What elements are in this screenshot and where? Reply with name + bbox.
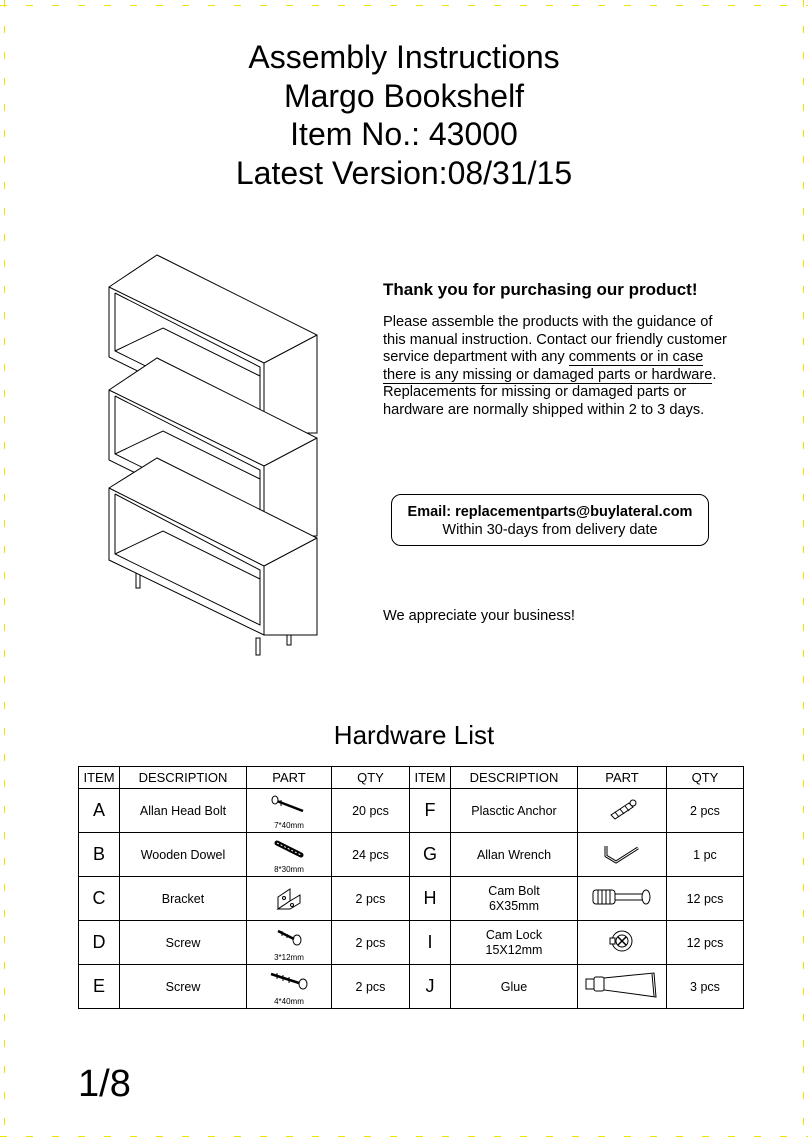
bookshelf-illustration [100,250,330,665]
header-description: DESCRIPTION [120,767,247,789]
part-cell [578,877,667,921]
part-cell [578,921,667,965]
item-letter: B [79,833,120,877]
header-part: PART [578,767,667,789]
intro-text: Please assemble the products with the guidance of this manual instruction. Contact our friendly customer service department with any [383,314,727,366]
cam-bolt-icon [591,885,653,909]
title-line: Assembly Instructions [248,39,560,75]
version-date: Latest Version:08/31/15 [235,154,573,191]
table-row [79,789,744,833]
table-row [79,921,744,965]
thank-you-heading: Thank you for purchasing our product! [383,280,698,299]
item-qty: 20 pcs [332,789,410,833]
intro-paragraph [383,314,738,420]
part-cell [578,789,667,833]
item-description: Wooden Dowel [120,833,247,877]
part-size: 7*40mm [274,821,304,830]
item-qty: 12 pcs [667,877,744,921]
item-description-line: Cam Lock [485,927,543,942]
contact-box [391,494,709,546]
part-size: 3*12mm [274,953,304,962]
part-cell [578,833,667,877]
item-number: Item No.: 43000 [290,116,518,152]
header-item: ITEM [79,767,120,789]
part-cell [578,965,667,1009]
product-name: Margo Bookshelf [283,77,525,114]
allen-wrench-icon [602,840,642,866]
item-qty: 2 pcs [332,965,410,1009]
cam-lock-icon [607,927,637,955]
table-row [79,833,744,877]
screw-icon [274,926,304,948]
item-description: Plasctic Anchor [451,789,578,833]
contact-window: Within 30-days from delivery date [442,522,658,538]
table-row [79,965,744,1009]
item-letter: A [79,789,120,833]
item-description-size: 6X35mm [488,898,540,913]
page-border-bottom [0,1136,808,1137]
item-description: Screw [120,965,247,1009]
item-letter: C [79,877,120,921]
item-description-line: Cam Bolt [488,883,540,898]
item-letter: G [410,833,451,877]
item-description: Screw [120,921,247,965]
item-letter: D [79,921,120,965]
part-cell [247,789,332,833]
header-item: ITEM [410,767,451,789]
item-qty: 12 pcs [667,921,744,965]
header-part: PART [247,767,332,789]
part-cell [247,877,332,921]
item-letter: E [79,965,120,1009]
item-qty: 24 pcs [332,833,410,877]
item-qty: 3 pcs [667,965,744,1009]
hardware-table [78,766,744,1009]
bracket-icon [274,883,304,911]
item-description: Allan Head Bolt [120,789,247,833]
header-qty: QTY [332,767,410,789]
appreciation-text: We appreciate your business! [383,608,575,624]
contact-email: Email: replacementparts@buylateral.com [407,504,693,520]
item-qty: 2 pcs [332,921,410,965]
header-qty: QTY [667,767,744,789]
page-number: 1/8 [78,1063,131,1105]
part-size: 4*40mm [274,997,304,1006]
part-size: 8*30mm [274,865,304,874]
page-border-top [0,5,808,6]
item-letter: J [410,965,451,1009]
table-row [79,877,744,921]
item-description: Glue [451,965,578,1009]
part-cell [247,921,332,965]
support-link-text: comments or in case there is any missing or damaged parts or hardware [383,349,713,383]
item-qty: 2 pcs [332,877,410,921]
item-description [451,877,578,921]
glue-tube-icon [584,970,660,1000]
header-description: DESCRIPTION [451,767,578,789]
item-description: Allan Wrench [451,833,578,877]
hardware-list-title: Hardware List [333,720,495,750]
table-header-row [79,767,744,789]
anchor-icon [605,797,639,821]
part-cell [247,833,332,877]
bolt-icon [269,794,309,816]
dowel-icon [269,838,309,860]
document-title [0,38,808,192]
item-description: Bracket [120,877,247,921]
item-description [451,921,578,965]
part-cell [247,965,332,1009]
intro-text-end: . Replacements for missing or damaged parts or hardware are normally shipped within 2 to 3 days. [383,366,717,418]
screw-icon [267,970,311,992]
item-description-size: 15X12mm [485,942,543,957]
item-qty: 2 pcs [667,789,744,833]
item-letter: I [410,921,451,965]
item-letter: F [410,789,451,833]
item-letter: H [410,877,451,921]
item-qty: 1 pc [667,833,744,877]
